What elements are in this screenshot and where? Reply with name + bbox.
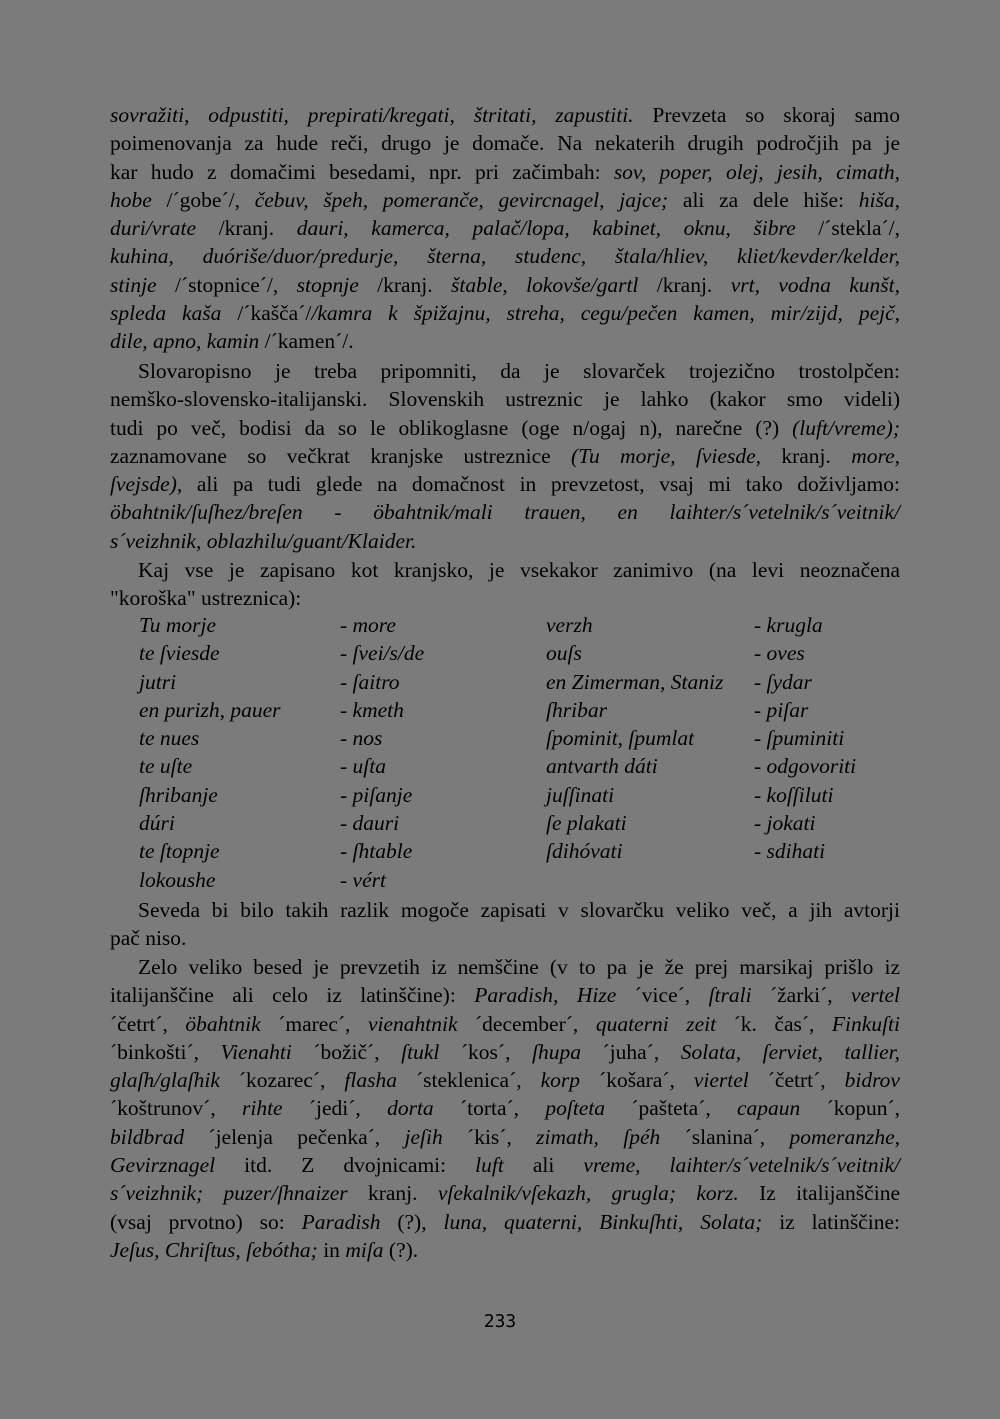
table-row <box>139 809 899 837</box>
table-cell: antvarth dáti <box>546 754 658 779</box>
italic-run: s´veizhnik; puzer/ſhnaizer <box>110 1181 348 1206</box>
italic-run: spleda kaša <box>110 301 222 326</box>
italic-run: Vienahti <box>220 1039 292 1064</box>
text-run: ´binkošti´, <box>110 1039 221 1064</box>
table-cell: jutri <box>139 669 177 694</box>
table-cell: ſdihóvati <box>546 839 623 864</box>
table-cell: ſhribar <box>546 697 607 722</box>
table-cell: - piſanje <box>340 782 413 807</box>
italic-run: flasha <box>344 1068 397 1093</box>
word-comparison-table <box>139 611 899 894</box>
italic-run: vrt, vodna kunšt, <box>730 272 900 297</box>
italic-run: stinje <box>110 272 157 297</box>
text-run: /kranj. <box>638 272 731 297</box>
table-cell: - vért <box>340 867 386 892</box>
italic-run: Jeſus, Chriſtus, ſebótha; <box>110 1237 318 1262</box>
text-line <box>110 498 900 526</box>
italic-run: ſtrali <box>708 983 752 1008</box>
text-line <box>110 1179 900 1207</box>
text-run: kranj. <box>347 1181 438 1206</box>
table-cell: te ſtopnje <box>139 839 220 864</box>
table-row <box>139 724 899 752</box>
italic-run: štable, lokovše/gartl <box>451 272 639 297</box>
text-run: ´juha´, <box>580 1039 681 1064</box>
italic-run: luna, quaterni, Binkuſhti, Solata; <box>443 1209 763 1234</box>
text-line <box>110 1208 900 1236</box>
table-cell: - koſſiluti <box>754 782 834 807</box>
text-run: /´stopnice´/, <box>156 272 297 297</box>
text-line <box>110 414 900 442</box>
text-run: ´košara´, <box>580 1068 694 1093</box>
text-run: ´koštrunov´, <box>110 1096 242 1121</box>
italic-run: s´veizhnik, oblazhilu/guant/Klaider. <box>110 528 417 553</box>
text-run: ´jedi´, <box>282 1096 388 1121</box>
paragraph-differences <box>110 896 900 953</box>
text-line <box>110 158 900 186</box>
table-cell: dúri <box>139 811 175 836</box>
text-run: ali <box>503 1153 584 1178</box>
text-line <box>110 953 900 981</box>
text-run: ´torta´, <box>433 1096 546 1121</box>
table-cell: en purizh, pauer <box>139 697 281 722</box>
text-run: kranj. <box>761 443 852 468</box>
text-run: /´stekla´/, <box>795 216 900 241</box>
text-run: "koroška" ustreznica): <box>110 586 302 611</box>
text-run: (?), <box>380 1209 444 1234</box>
text-run: nemško-slovensko-italijanski. Slovenskih ustreznic je lahko (kakor smo videli) <box>110 387 900 412</box>
paragraph-carniolan-intro <box>110 556 900 613</box>
text-run: ´kos´, <box>439 1039 532 1064</box>
table-cell: - ſpuminiti <box>754 726 845 751</box>
table-cell: ſhribanje <box>139 782 218 807</box>
text-line <box>110 1038 900 1066</box>
text-run: zaznamovane so večkrat kranjske ustreznice <box>110 443 572 468</box>
table-cell: - ſydar <box>754 669 812 694</box>
italic-run: Finkuſti <box>831 1011 900 1036</box>
italic-run: sovražiti, odpustiti, prepirati/kregati, štritati, zapustiti. <box>110 103 634 127</box>
italic-run: quaterni zeit <box>595 1011 717 1036</box>
paragraph-borrowings <box>110 101 900 356</box>
table-row <box>139 668 899 696</box>
text-run: /kranj. <box>196 216 297 241</box>
text-line <box>110 1066 900 1094</box>
text-run: ali pa tudi glede na domačnost in prevzetost, vsaj mi tako doživljamo: <box>182 472 900 497</box>
table-cell: te uſte <box>139 754 193 779</box>
text-line <box>110 271 900 299</box>
text-run: (?). <box>383 1237 419 1262</box>
text-line <box>110 556 900 584</box>
text-run: ´k. čas´, <box>716 1011 832 1036</box>
text-run: Iz italijanščine <box>738 1181 900 1206</box>
table-cell: - dauri <box>340 811 400 836</box>
italic-run: duri/vrate <box>110 216 196 241</box>
italic-run: Paradish, Hize <box>474 983 617 1008</box>
table-cell: - uſta <box>340 754 386 779</box>
text-run: poimenovanja za hude reči, drugo je domače. Na nekaterih drugih področjih pa je <box>110 131 900 156</box>
text-run: italijanščine ali celo iz latinščine): <box>110 983 475 1008</box>
table-row <box>139 696 899 724</box>
paragraph-german-loans <box>110 953 900 1264</box>
italic-run: glaſh/glaſhik <box>110 1068 220 1093</box>
text-run: ´marec´, <box>260 1011 368 1036</box>
text-line <box>110 584 900 612</box>
table-cell: ſe plakati <box>546 811 627 836</box>
italic-run: luft <box>475 1153 504 1178</box>
table-cell: ouſs <box>546 641 582 666</box>
table-cell: Tu morje <box>139 613 217 637</box>
text-run: (vsaj prvotno) so: <box>110 1209 302 1234</box>
text-run: pač niso. <box>110 926 187 951</box>
table-row <box>139 781 899 809</box>
text-run: ´slanina´, <box>660 1124 790 1149</box>
italic-run: vertel <box>851 983 900 1008</box>
italic-run: ſvejsde), <box>110 472 183 497</box>
italic-run: vreme, laihter/s´vetelnik/s´veitnik/ <box>583 1153 900 1178</box>
table-cell: - oves <box>754 641 805 666</box>
table-cell: juſſinati <box>546 782 615 807</box>
text-run: ´december´, <box>457 1011 596 1036</box>
italic-run: vſekalnik/vſekazh, grugla; korz. <box>437 1181 739 1206</box>
italic-run: čebuv, špeh, pomeranče, gevircnagel, jajce; <box>254 187 669 212</box>
text-line <box>110 129 900 157</box>
text-run: /kranj. <box>358 272 452 297</box>
text-run: tudi po več, bodisi da so le oblikoglasne (oge n/ogaj n), narečne (?) <box>110 415 793 440</box>
text-run: in <box>317 1237 346 1262</box>
table-cell: - jokati <box>754 811 816 836</box>
italic-run: (Tu morje, ſviesde, <box>571 443 761 468</box>
italic-run: miſa <box>345 1237 384 1262</box>
text-run: ´četrt´, <box>748 1068 845 1093</box>
italic-run: zimath, ſpéh <box>536 1124 661 1149</box>
table-cell: - ſhtable <box>340 839 413 864</box>
text-run: ´jelenja pečenka´, <box>184 1124 405 1149</box>
paragraph-lexicography <box>110 357 900 555</box>
text-line <box>110 470 900 498</box>
italic-run: hiša, <box>858 187 901 212</box>
table-cell: - piſar <box>754 697 809 722</box>
text-run: kar hudo z domačimi besedami, npr. pri začimbah: <box>110 159 614 184</box>
text-run: /´kašča´/ <box>221 301 312 326</box>
italic-run: rihte <box>241 1096 283 1121</box>
text-line <box>110 1123 900 1151</box>
italic-run: hobe <box>110 187 152 212</box>
text-line <box>110 527 900 555</box>
text-line <box>110 896 900 924</box>
table-cell: - krugla <box>754 613 823 637</box>
italic-run: poſteta <box>545 1096 606 1121</box>
text-run: ´božič´, <box>291 1039 402 1064</box>
table-row <box>139 611 899 639</box>
table-row <box>139 752 899 780</box>
text-line <box>110 385 900 413</box>
text-line <box>110 186 900 214</box>
text-run: itd. Z dvojnicami: <box>215 1153 476 1178</box>
text-run: Slovaropisno je treba pripomniti, da je slovarček trojezično trostolpčen: <box>138 359 900 383</box>
italic-run: Gevirznagel <box>110 1153 216 1178</box>
text-line <box>110 214 900 242</box>
italic-run: vienahtnik <box>367 1011 458 1036</box>
table-cell: ſpominit, ſpumlat <box>546 726 695 751</box>
italic-run: ſtukl <box>401 1039 440 1064</box>
text-line <box>110 242 900 270</box>
table-cell: - more <box>340 613 396 637</box>
italic-run: capaun <box>737 1096 801 1121</box>
italic-run: korp <box>540 1068 581 1093</box>
italic-run: sov, poper, olej, jesih, cimath, <box>613 159 900 184</box>
text-run: ´žarki´, <box>751 983 852 1008</box>
text-run: Kaj vse je zapisano kot kranjsko, je vsekakor zanimivo (na levi neoznačena <box>138 558 900 582</box>
text-run: Seveda bi bilo takih razlik mogoče zapisati v slovarčku veliko več, a jih avtorji <box>138 898 900 922</box>
italic-run: stopnje <box>296 272 359 297</box>
text-run: /´gobe´/, <box>151 187 255 212</box>
text-line <box>110 101 900 129</box>
page-number: 233 <box>483 1311 517 1332</box>
text-line <box>110 1010 900 1038</box>
italic-run: öbahtnik <box>185 1011 261 1036</box>
table-cell: - sdihati <box>754 839 826 864</box>
italic-run: (luft/vreme); <box>792 415 900 440</box>
text-line <box>110 924 900 952</box>
italic-run: more, <box>851 443 900 468</box>
italic-run: kuhina, duóriše/duor/predurje, šterna, studenc, štala/hliev, kliet/kevder/kelder, <box>110 244 900 269</box>
text-line <box>110 357 900 385</box>
table-cell: te nues <box>139 726 200 751</box>
text-run: ´steklenica´, <box>396 1068 541 1093</box>
text-run: ´kozarec´, <box>219 1068 345 1093</box>
text-run: ´pašteta´, <box>605 1096 737 1121</box>
table-row <box>139 837 899 865</box>
text-run: ´kopun´, <box>800 1096 901 1121</box>
text-line <box>110 442 900 470</box>
italic-run: /kamra k špižajnu, streha, cegu/pečen kamen, mir/zijd, pejč, <box>311 301 901 326</box>
text-run: ´kis´, <box>442 1124 537 1149</box>
italic-run: viertel <box>693 1068 749 1093</box>
table-cell: verzh <box>546 613 593 637</box>
text-run: Prevzeta so skoraj samo <box>633 103 900 127</box>
table-cell: - ſvei/s/de <box>340 641 425 666</box>
text-line <box>110 1094 900 1122</box>
italic-run: dorta <box>387 1096 434 1121</box>
text-line <box>110 327 900 355</box>
italic-run: bidrov <box>844 1068 900 1093</box>
italic-run: dile, apno, kamin <box>110 329 260 354</box>
italic-run: Solata, ſerviet, tallier, <box>680 1039 900 1064</box>
text-run: ali za dele hiše: <box>668 187 859 212</box>
text-line <box>110 1151 900 1179</box>
text-run: ´četrt´, <box>110 1011 186 1036</box>
table-cell: - nos <box>340 726 383 751</box>
italic-run: jeſih <box>404 1124 443 1149</box>
table-row <box>139 866 899 894</box>
table-cell: lokoushe <box>139 867 216 892</box>
table-cell: - ſaitro <box>340 669 400 694</box>
table-cell: - odgovoriti <box>754 754 857 779</box>
table-cell: te ſviesde <box>139 641 220 666</box>
text-line <box>110 299 900 327</box>
table-row <box>139 639 899 667</box>
table-cell: - kmeth <box>340 697 404 722</box>
italic-run: dauri, kamerca, palač/lopa, kabinet, oknu, šibre <box>296 216 796 241</box>
italic-run: öbahtnik/ſuſhez/breſen - öbahtnik/mali trauen, en laihter/s´vetelnik/s´veitnik/ <box>110 500 900 525</box>
italic-run: ſhupa <box>531 1039 581 1064</box>
text-run: /´kamen´/. <box>259 329 354 354</box>
text-run: ´vice´, <box>616 983 709 1008</box>
text-run: iz latinščine: <box>762 1209 900 1234</box>
italic-run: Paradish <box>301 1209 381 1234</box>
table-cell: en Zimerman, Staniz <box>546 669 724 694</box>
italic-run: pomeranzhe, <box>789 1124 900 1149</box>
text-line <box>110 981 900 1009</box>
text-run: Zelo veliko besed je prevzetih iz nemščine (v to pa je že prej marsikaj prišlo iz <box>138 955 900 979</box>
italic-run: bildbrad <box>110 1124 185 1149</box>
text-line <box>110 1236 900 1264</box>
